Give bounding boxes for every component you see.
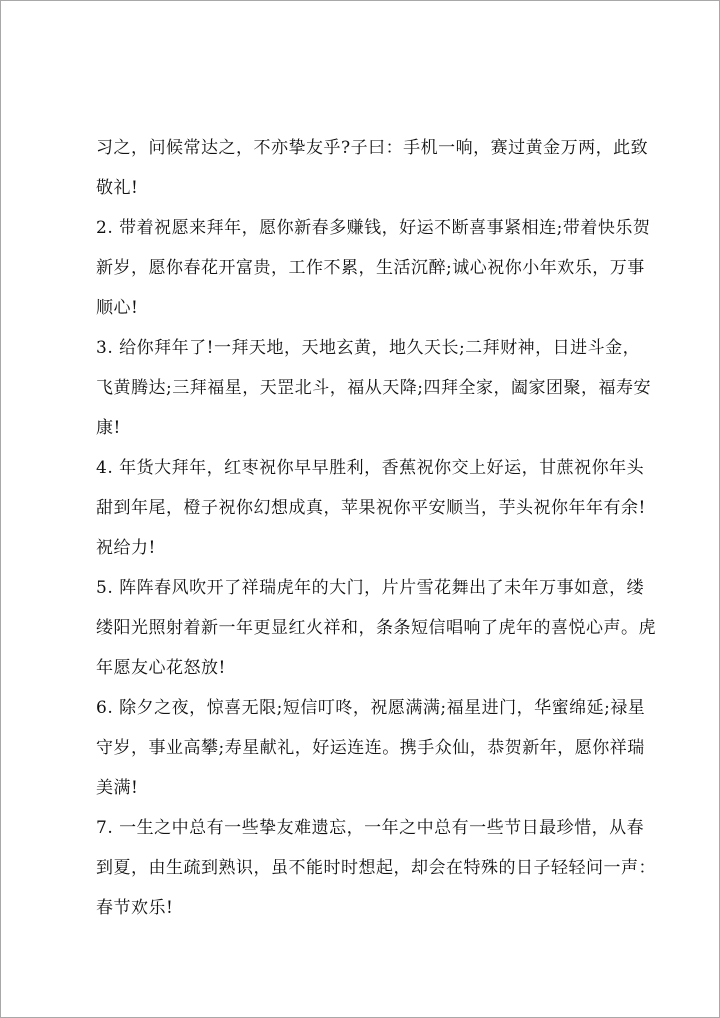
text-line: 到夏，由生疏到熟识，虽不能时时想起，却会在特殊的日子轻轻问一声： xyxy=(96,858,656,878)
text-line: 守岁，事业高攀;寿星献礼，好运连连。携手众仙，恭贺新年，愿你祥瑞 xyxy=(96,738,645,758)
text-line: 习之，问候常达之，不亦挚友乎?子曰：手机一响，赛过黄金万两，此致 xyxy=(96,138,649,158)
text-line: 顺心! xyxy=(96,298,139,318)
text-line: 敬礼! xyxy=(96,178,139,198)
text-line: 4. 年货大拜年，红枣祝你早早胜利，香蕉祝你交上好运，甘蔗祝你年头 xyxy=(96,458,645,478)
text-line: 春节欢乐! xyxy=(96,898,174,918)
text-line: 5. 阵阵春风吹开了祥瑞虎年的大门，片片雪花舞出了未年万事如意，缕 xyxy=(96,578,645,598)
text-line: 康! xyxy=(96,418,121,438)
document-body xyxy=(96,128,656,928)
text-line: 祝给力! xyxy=(96,538,156,558)
text-line: 年愿友心花怒放! xyxy=(96,658,226,678)
text-line: 甜到年尾，橙子祝你幻想成真，苹果祝你平安顺当，芋头祝你年年有余! xyxy=(96,498,646,518)
text-line: 飞黄腾达;三拜福星，天罡北斗，福从天降;四拜全家，阖家团聚，福寿安 xyxy=(96,378,651,398)
text-line: 7. 一生之中总有一些挚友难遗忘，一年之中总有一些节日最珍惜，从春 xyxy=(96,818,645,838)
text-line: 2. 带着祝愿来拜年，愿你新春多赚钱，好运不断喜事紧相连;带着快乐贺 xyxy=(96,218,651,238)
text-line: 缕阳光照射着新一年更显红火祥和，条条短信唱响了虎年的喜悦心声。虎 xyxy=(96,618,656,638)
text-line: 3. 给你拜年了!一拜天地，天地玄黄，地久天长;二拜财神，日进斗金， xyxy=(96,338,641,358)
text-line: 美满! xyxy=(96,778,139,798)
text-line: 新岁，愿你春花开富贵，工作不累，生活沉醉;诚心祝你小年欢乐，万事 xyxy=(96,258,645,278)
text-line: 6. 除夕之夜，惊喜无限;短信叮咚，祝愿满满;福星进门，华蜜绵延;禄星 xyxy=(96,698,646,718)
